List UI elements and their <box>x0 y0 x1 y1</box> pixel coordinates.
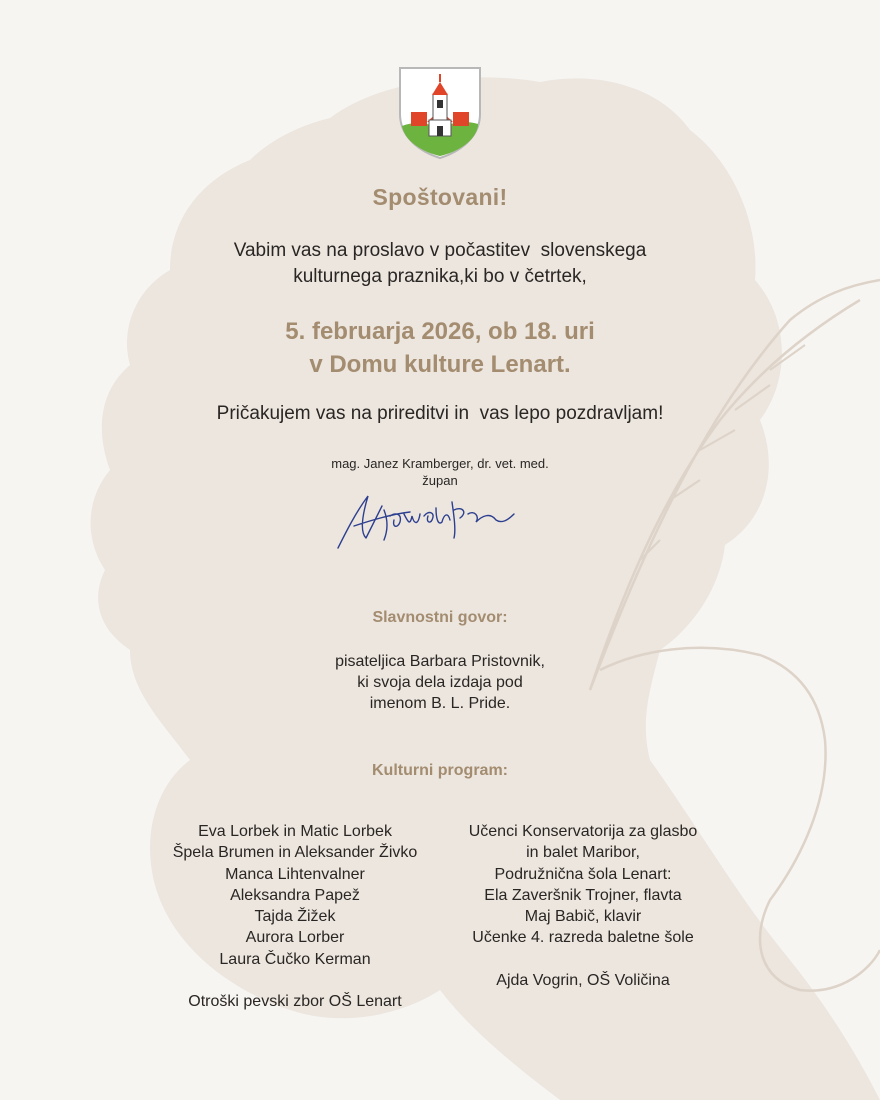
program-performer: Laura Čučko Kerman <box>219 950 371 968</box>
program-performer: Tajda Žižek <box>254 908 336 926</box>
program-heading: Kulturni program: <box>372 762 508 779</box>
invitation-line-2: kulturnega praznika,ki bo v četrtek, <box>293 266 587 287</box>
speech-block <box>0 651 880 714</box>
program-left-column <box>150 821 440 1012</box>
program-right-column <box>430 821 736 991</box>
mayor-title: župan <box>422 473 458 488</box>
program-performer: Učenke 4. razreda baletne šole <box>472 929 694 947</box>
event-date-time: 5. februarja 2026, ob 18. uri <box>285 318 595 345</box>
program-performer: Ela Zaveršnik Trojner, flavta <box>484 886 682 904</box>
mayor-signature <box>332 486 518 556</box>
event-venue: v Domu kulture Lenart. <box>309 351 571 378</box>
program-choir: Otroški pevski zbor OŠ Lenart <box>188 993 402 1011</box>
lenart-coat-of-arms-icon <box>397 64 483 160</box>
program-performer: Aurora Lorber <box>245 929 345 947</box>
mayor-name: mag. Janez Kramberger, dr. vet. med. <box>331 456 549 471</box>
spacer <box>430 949 736 970</box>
speech-heading: Slavnostni govor: <box>372 609 508 626</box>
program-performer: in balet Maribor, <box>526 844 640 862</box>
program-performer: Maj Babič, klavir <box>524 908 642 926</box>
event-details <box>0 315 880 381</box>
greeting-heading: Spoštovani! <box>372 184 508 210</box>
invitation-text <box>0 238 880 290</box>
mayor-block <box>0 455 880 489</box>
speech-line: ki svoja dela izdaja pod <box>357 674 523 691</box>
program-performer: Učenci Konservatorija za glasbo <box>468 823 698 840</box>
program-performer: Podružnična šola Lenart: <box>494 865 672 883</box>
program-performer: Špela Brumen in Aleksander Živko <box>172 844 418 862</box>
speech-line: pisateljica Barbara Pristovnik, <box>335 653 545 670</box>
program-performer: Eva Lorbek in Matic Lorbek <box>198 823 392 840</box>
program-performer: Aleksandra Papež <box>230 886 360 904</box>
spacer <box>150 970 440 991</box>
invitation-line-1: Vabim vas na proslavo v počastitev slovenskega <box>233 240 647 261</box>
speech-line: imenom B. L. Pride. <box>369 695 511 712</box>
program-performer: Ajda Vogrin, OŠ Voličina <box>496 971 670 989</box>
program-performer: Manca Lihtenvalner <box>225 865 365 883</box>
closing-text: Pričakujem vas na prireditvi in vas lepo pozdravljam! <box>216 403 664 424</box>
